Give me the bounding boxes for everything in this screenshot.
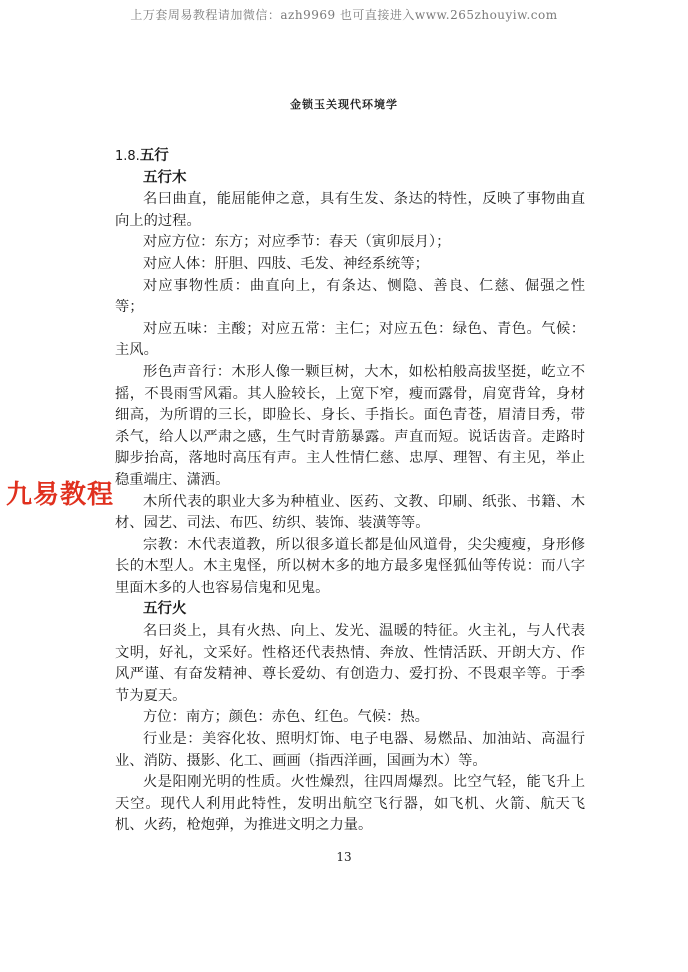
paragraph: 宗教：木代表道教，所以很多道长都是仙风道骨，尖尖瘦瘦，身形修长的木型人。木主鬼怪，所以树木多的地方最多鬼怪狐仙等传说：而八字里面木多的人也容易信鬼和见鬼。 [115, 536, 585, 596]
paragraph: 对应事物性质：曲直向上，有条达、恻隐、善良、仁慈、倔强之性等； [115, 277, 585, 316]
subsection-heading-wood: 五行木 [143, 169, 187, 186]
paragraph: 方位：南方；颜色：赤色、红色。气候：热。 [143, 709, 429, 726]
page-number: 13 [336, 850, 352, 864]
section-title: 五行 [139, 148, 169, 164]
watermark-logo: 九易教程 [6, 480, 115, 510]
paragraph: 木所代表的职业大多为种植业、医药、文教、印刷、纸张、书籍、木材、园艺、司法、布匹、纺织、装饰、装潢等等。 [115, 493, 585, 532]
section-heading [115, 146, 585, 168]
paragraph: 形色声音行：木形人像一颗巨树，大木，如松柏般高拔坚挺，屹立不摇，不畏雨雪风霜。其人脸较长，上宽下窄，瘦而露骨，肩宽背耸，身材细高，为所谓的三长，即脸长、身长、手指长。面色青苍，眉清目秀，带杀气，给人以严肃之感，生气时青筋暴露。声直而短。说话齿音。走路时脚步抬高，落地时高压有声。主人性情仁慈、忠厚、理智、有主见，举止稳重端庄、潇洒。 [115, 363, 585, 488]
document-body [115, 146, 585, 837]
paragraph: 行业是：美容化妆、照明灯饰、电子电器、易燃品、加油站、高温行业、消防、摄影、化工、画画（指西洋画，国画为木）等。 [115, 731, 585, 769]
running-title: 金锁玉关现代环境学 [290, 98, 398, 111]
paragraph: 火是阳刚光明的性质。火性燥烈，往四周爆烈。比空气轻，能飞升上天空。现代人利用此特性，发明出航空飞行器，如飞机、火箭、航天飞机、火药，枪炮弹，为推进文明之力量。 [115, 774, 585, 834]
paragraph: 对应人体：肝胆、四肢、毛发、神经系统等； [143, 255, 429, 272]
section-number: 1.8. [115, 149, 140, 164]
paragraph: 对应五味：主酸；对应五常：主仁；对应五色：绿色、青色。气候：主风。 [115, 320, 585, 359]
subsection-heading-fire: 五行火 [143, 601, 187, 618]
site-banner: 上万套周易教程请加微信：azh9969 也可直接进入www.265zhouyiw.com [130, 8, 558, 22]
paragraph: 名曰炎上，具有火热、向上、发光、温暖的特征。火主礼，与人代表文明，好礼，文采好。性格还代表热情、奔放、性情活跃、开朗大方、作风严谨、有奋发精神、尊长爱幼、有创造力、爱打扮、不畏艰辛等。于季节为夏天。 [115, 623, 585, 704]
paragraph: 对应方位：东方；对应季节：春天（寅卯辰月）； [143, 234, 451, 251]
paragraph: 名曰曲直，能屈能伸之意，具有生发、条达的特性，反映了事物曲直向上的过程。 [115, 191, 585, 229]
